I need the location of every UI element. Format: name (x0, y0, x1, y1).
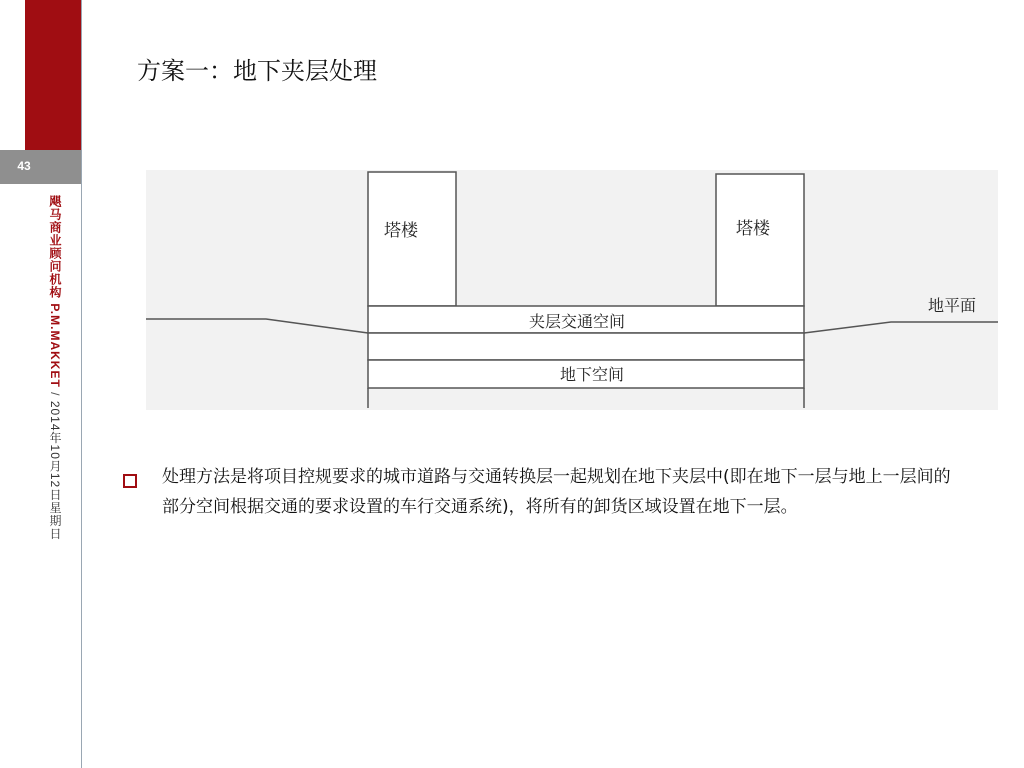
slide-date: 2014年10月12日星期日 (48, 400, 62, 541)
sidebar-divider (81, 0, 82, 768)
tower-right (716, 174, 804, 306)
slide-body-text: 处理方法是将项目控规要求的城市道路与交通转换层一起规划在地下夹层中(即在地下一层与地上一层间的部分空间根据交通的要求设置的车行交通系统)，将所有的卸货区域设置在地下一层。 (162, 467, 951, 517)
tower-left-label: 塔楼 (384, 221, 418, 241)
caption-separator: / (48, 392, 62, 397)
sidebar-vertical-caption (47, 195, 64, 540)
bullet-square-icon (123, 474, 137, 488)
slide-title: 方案一：地下夹层处理 (137, 57, 377, 85)
section-diagram (146, 170, 998, 410)
intermediate-layer (368, 333, 804, 360)
mezzanine-label: 夹层交通空间 (529, 312, 626, 331)
ground-level-label: 地平面 (928, 296, 977, 315)
sidebar-red-block (25, 0, 81, 150)
sidebar (0, 0, 82, 768)
ground-line-left (146, 319, 368, 333)
ground-line-right (804, 322, 998, 333)
section-diagram-svg (146, 170, 998, 410)
organization-name: 飓马商业顾问机构 (48, 195, 62, 299)
brand-name: P.M.MAKKET (48, 303, 62, 388)
page-number: 43 (17, 159, 31, 173)
tower-right-label: 塔楼 (736, 219, 770, 239)
underground-label: 地下空间 (560, 365, 625, 384)
